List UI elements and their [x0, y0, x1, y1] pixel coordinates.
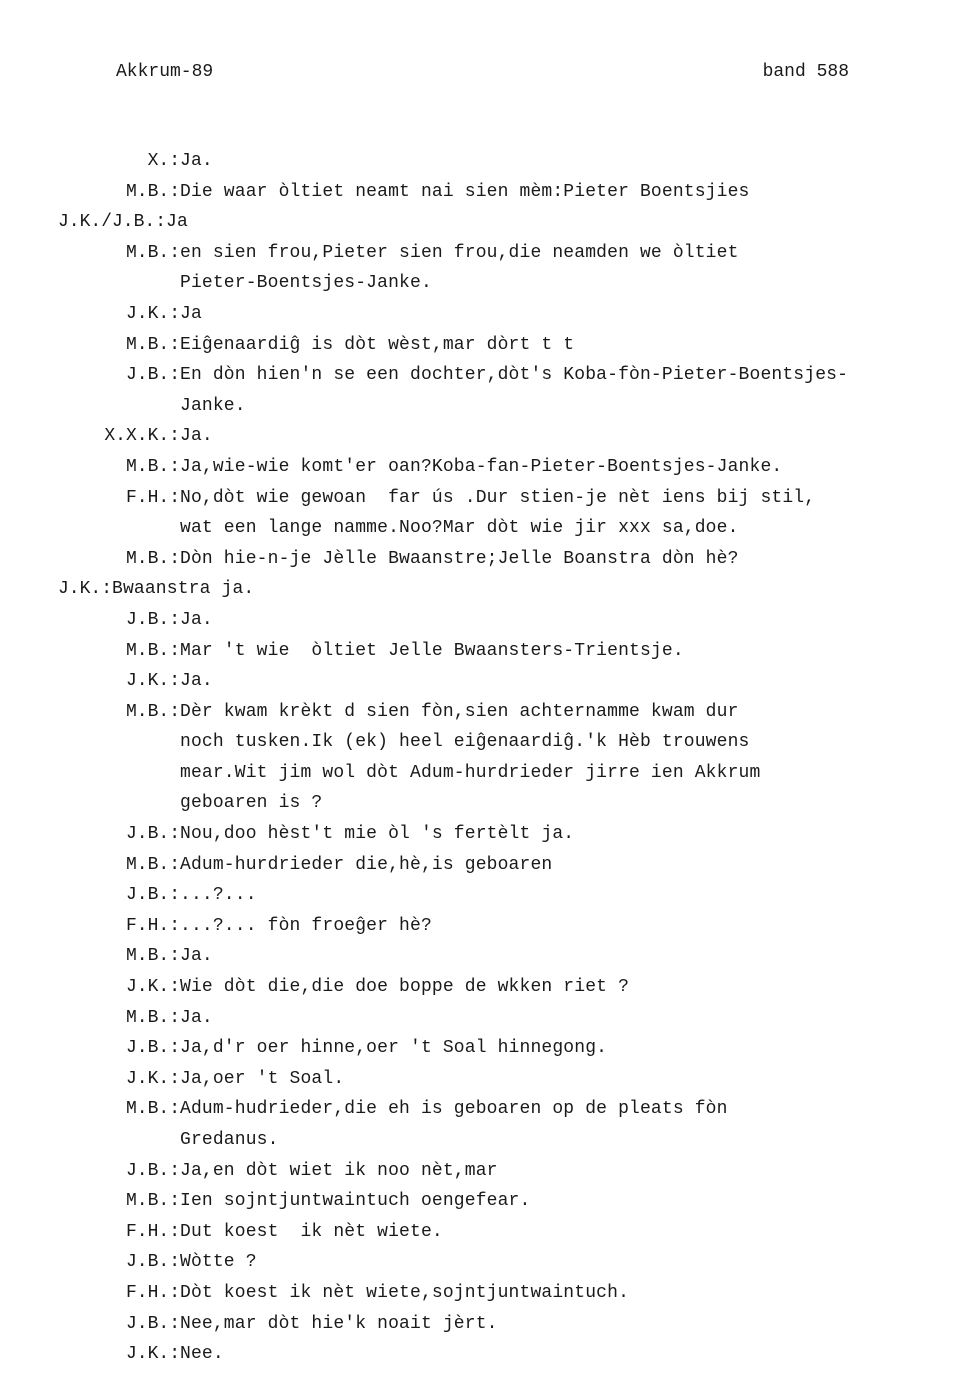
speaker-label: J.K.:	[125, 303, 180, 324]
speech-text: Adum-hudrieder,die eh is geboaren op de pleats fòn Gredanus.	[180, 1099, 728, 1150]
speaker-label: J.K.:	[125, 1344, 180, 1365]
transcript-line	[0, 880, 979, 911]
transcript-line	[0, 330, 979, 361]
speech-text: Ja	[180, 303, 202, 324]
speech-text: Nee,mar dòt hie'k noait jèrt.	[180, 1313, 498, 1334]
transcript-line	[0, 1186, 979, 1217]
transcript-line	[0, 299, 979, 330]
speaker-label: J.K.:	[58, 579, 113, 600]
transcript-line	[0, 544, 979, 575]
speech-text: Ja.	[180, 426, 213, 447]
speech-text: ...?...	[180, 885, 257, 906]
transcript-line	[0, 1156, 979, 1187]
speaker-label: J.K.:	[125, 1068, 180, 1089]
transcript-line	[0, 972, 979, 1003]
transcript-line	[0, 146, 979, 177]
speaker-label: J.B.:	[125, 885, 180, 906]
speaker-label: J.K./J.B.:	[58, 212, 167, 233]
speaker-label: M.B.:	[125, 548, 180, 569]
speech-text: Bwaanstra ja.	[112, 579, 255, 600]
speaker-label: F.H.:	[125, 1221, 180, 1242]
speaker-label: M.B.:	[125, 1099, 180, 1120]
speaker-label: M.B.:	[125, 946, 180, 967]
speaker-label: M.B.:	[125, 334, 180, 355]
speaker-label: M.B.:	[125, 854, 180, 875]
speech-text: Dòn hie-n-je Jèlle Bwaanstre;Jelle Boanstra dòn hè?	[180, 548, 739, 569]
recording-title: Akkrum-89	[116, 62, 214, 82]
speaker-label: X.:	[147, 151, 180, 171]
speaker-label: J.B.:	[125, 1313, 180, 1334]
transcript-line	[0, 238, 979, 299]
speech-text: Nee.	[180, 1344, 224, 1365]
transcript	[0, 146, 979, 1370]
speaker-label: M.B.:	[125, 456, 180, 477]
speech-text: Dut koest ik nèt wiete.	[180, 1221, 443, 1242]
speech-text: Ja.	[180, 609, 213, 630]
speech-text: Adum-hurdrieder die,hè,is geboaren	[180, 854, 553, 875]
speech-text: Ja.	[180, 1007, 213, 1028]
speech-text: Nou,doo hèst't mie òl 's fertèlt ja.	[180, 824, 575, 845]
transcript-line	[0, 1339, 979, 1370]
speaker-label: M.B.:	[125, 242, 180, 263]
speech-text: Ja.	[180, 151, 213, 171]
transcript-line	[0, 666, 979, 697]
speech-text: Die waar òltiet neamt nai sien mèm:Pieter Boentsjies	[180, 181, 750, 202]
speech-text: Ja,wie-wie komt'er oan?Koba-fan-Pieter-Boentsjes-Janke.	[180, 456, 783, 477]
transcript-line	[0, 483, 979, 544]
speech-text: Ja.	[180, 946, 213, 967]
page-header	[116, 62, 849, 88]
transcript-line	[0, 421, 979, 452]
transcript-line	[0, 177, 979, 208]
speaker-label: X.X.K.:	[104, 426, 180, 447]
speaker-label: M.B.:	[125, 1191, 180, 1212]
speech-text: Ja,oer 't Soal.	[180, 1068, 345, 1089]
speech-text: Wie dòt die,die doe boppe de wkken riet ?	[180, 977, 630, 998]
speech-text: Ja,d'r oer hinne,oer 't Soal hinnegong.	[180, 1038, 608, 1059]
speaker-label: J.B.:	[125, 824, 180, 845]
speaker-label: J.K.:	[125, 977, 180, 998]
speaker-label: M.B.:	[125, 181, 180, 202]
transcript-line	[0, 574, 979, 605]
transcript-line	[0, 1033, 979, 1064]
transcript-line	[0, 360, 979, 421]
speaker-label: J.B.:	[125, 1160, 180, 1181]
speech-text: Dèr kwam krèkt d sien fòn,sien achternamme kwam dur noch tusken.Ik (ek) heel eiĝenaardiĝ.'k Hèb trouwens mear.Wit jim wol dòt Adum-hurdrieder jirre ien Akkrum geboaren is ?	[180, 701, 761, 814]
transcript-line	[0, 1247, 979, 1278]
speech-text: ...?... fòn froeĝer hè?	[180, 915, 432, 936]
speaker-label: M.B.:	[125, 1007, 180, 1028]
transcript-line	[0, 850, 979, 881]
transcript-line	[0, 1278, 979, 1309]
speech-text: Ja.	[180, 671, 213, 692]
transcript-line	[0, 207, 979, 238]
speaker-label: M.B.:	[125, 640, 180, 661]
speech-text: Ja,en dòt wiet ik noo nèt,mar	[180, 1160, 498, 1181]
transcript-line	[0, 697, 979, 819]
speech-text: Eiĝenaardiĝ is dòt wèst,mar dòrt t t	[180, 334, 575, 355]
transcript-line	[0, 1094, 979, 1155]
transcript-line	[0, 911, 979, 942]
speech-text: en sien frou,Pieter sien frou,die neamden we òltiet Pieter-Boentsjes-Janke.	[180, 242, 739, 294]
speaker-label: J.B.:	[125, 365, 180, 386]
transcript-line	[0, 941, 979, 972]
speech-text: Ien sojntjuntwaintuch oengefear.	[180, 1191, 531, 1212]
speech-text: Dòt koest ik nèt wiete,sojntjuntwaintuch.	[180, 1282, 630, 1303]
speaker-label: J.B.:	[125, 1038, 180, 1059]
transcript-line	[0, 1003, 979, 1034]
transcript-line	[0, 452, 979, 483]
speech-text: Mar 't wie òltiet Jelle Bwaansters-Trientsje.	[180, 640, 684, 661]
speech-text: No,dòt wie gewoan far ús .Dur stien-je nèt iens bij stil, wat een lange namme.Noo?Mar dòt wie jir xxx sa,doe.	[180, 487, 816, 539]
transcript-line	[0, 636, 979, 667]
transcript-line	[0, 1309, 979, 1340]
speech-text: Ja	[166, 212, 188, 233]
transcript-line	[0, 819, 979, 850]
transcript-line	[0, 1217, 979, 1248]
speech-text: En dòn hien'n se een dochter,dòt's Koba-fòn-Pieter-Boentsjes- Janke.	[180, 365, 849, 416]
speaker-label: J.B.:	[125, 609, 180, 630]
speaker-label: F.H.:	[125, 1282, 180, 1303]
band-number: band 588	[762, 62, 849, 82]
transcript-line	[0, 1064, 979, 1095]
speech-text: Wòtte ?	[180, 1252, 257, 1273]
speaker-label: J.B.:	[125, 1252, 180, 1273]
transcript-line	[0, 605, 979, 636]
speaker-label: M.B.:	[125, 701, 180, 722]
speaker-label: F.H.:	[125, 487, 180, 508]
speaker-label: F.H.:	[125, 915, 180, 936]
speaker-label: J.K.:	[125, 671, 180, 692]
